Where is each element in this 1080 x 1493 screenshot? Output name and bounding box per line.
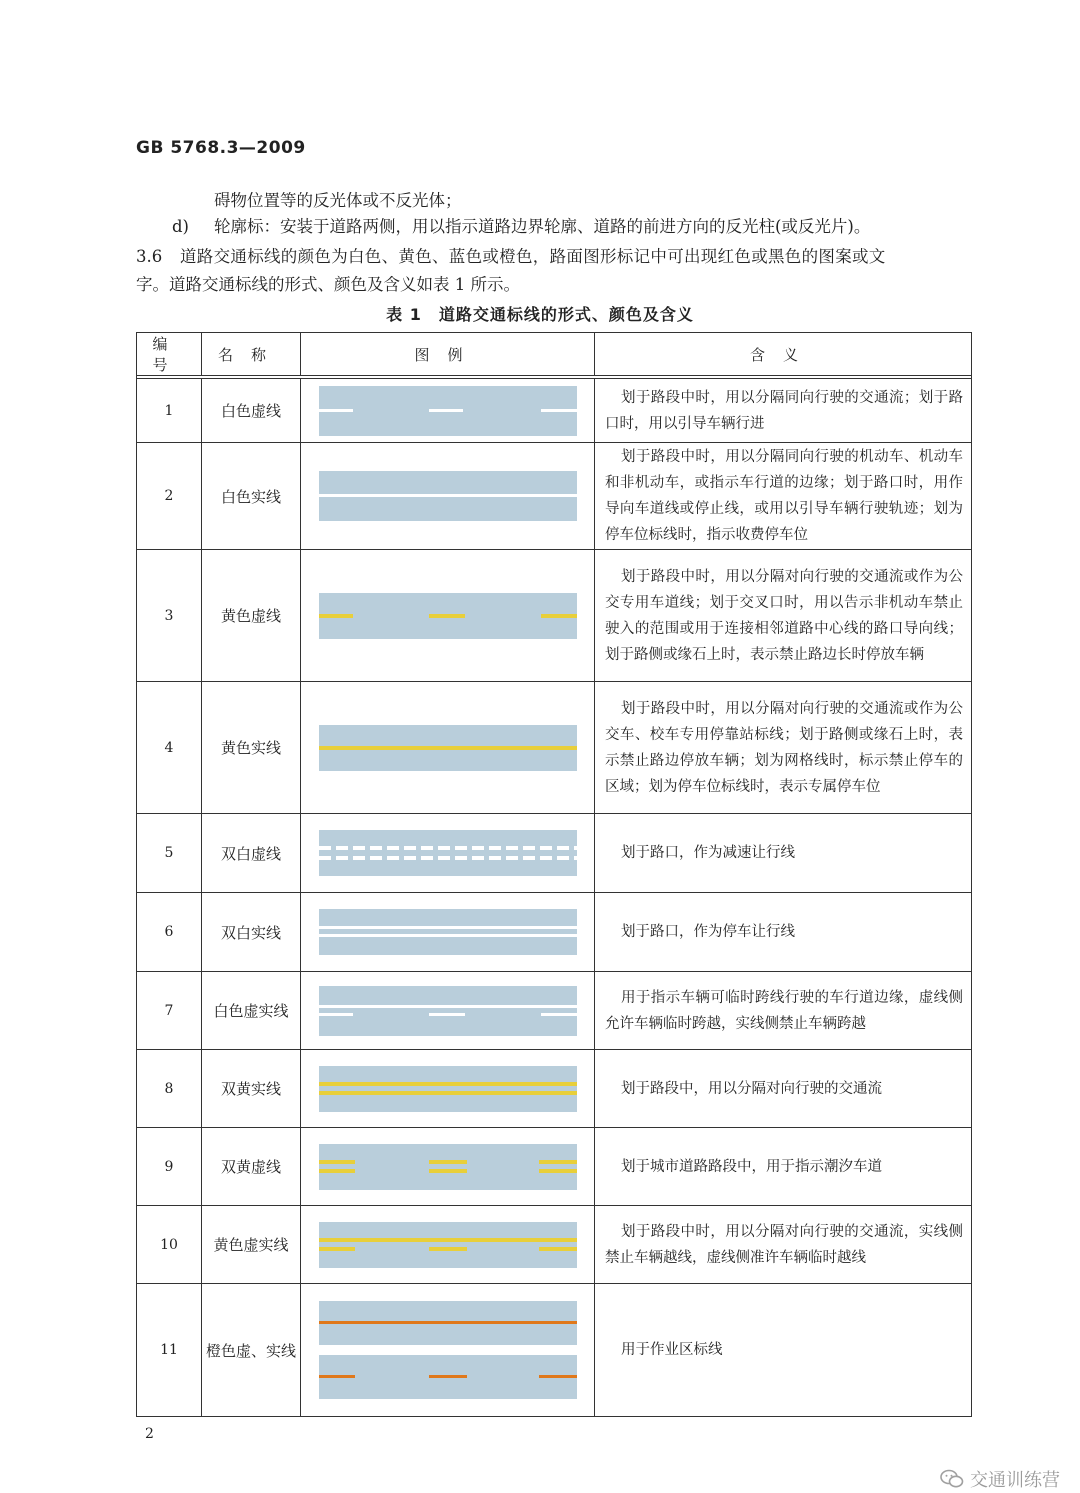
yellow-dash: [319, 1247, 355, 1251]
white-dash: [319, 409, 353, 412]
road-figure: [301, 682, 595, 814]
road-figure: [301, 550, 595, 682]
row-meaning: 划于路段中时，用以分隔同向行驶的机动车、机动车和非机动车，或指示车行道的边缘；划于路口时，用作导向车道线或停止线，或用以引导车辆行驶轨迹；划为停车位标线时，指示收费停车位: [595, 443, 972, 550]
row-number: 2: [137, 443, 202, 550]
orange-dash: [429, 1375, 467, 1378]
table-row: [137, 814, 972, 893]
row-meaning: 划于路段中时，用以分隔对向行驶的交通流或作为公交专用车道线；划于交叉口时，用以告示非机动车禁止驶入的范围或用于连接相邻道路中心线的路口导向线；划于路侧或缘石上时，表示禁止路边长时停放车辆: [595, 550, 972, 682]
road-figure: [301, 814, 595, 893]
road-surface: [319, 830, 577, 876]
yellow-solid-line: [319, 746, 577, 750]
road-surface: [319, 593, 577, 639]
wechat-icon: [940, 1469, 964, 1489]
yellow-dash: [539, 1160, 577, 1164]
road-surface: [319, 386, 577, 436]
road-figure: [301, 1128, 595, 1206]
watermark-text: 交通训练营: [970, 1470, 1060, 1491]
yellow-dash: [539, 1169, 577, 1173]
yellow-dash: [319, 1160, 355, 1164]
table-row: [137, 972, 972, 1050]
road-figure: [301, 893, 595, 972]
row-name: 橙色虚、实线: [202, 1284, 301, 1417]
yellow-solid-line-lower: [319, 1091, 577, 1095]
paragraph-d-text: 轮廓标：安装于道路两侧，用以指示道路边界轮廓、道路的前进方向的反光柱(或反光片)。: [214, 217, 871, 236]
white-solid-line-lower: [319, 934, 577, 937]
orange-solid-line: [319, 1321, 577, 1324]
orange-dash: [539, 1375, 577, 1378]
section-text-line1: 道路交通标线的颜色为白色、黄色、蓝色或橙色，路面图形标记中可出现红色或黑色的图案或文: [180, 247, 886, 266]
road-surface-solid: [319, 1301, 577, 1345]
road-surface: [319, 725, 577, 771]
section-text-line2: 字。道路交通标线的形式、颜色及含义如表 1 所示。: [136, 275, 520, 294]
header-example: 图例: [301, 333, 595, 376]
row-name: 黄色实线: [202, 682, 301, 814]
white-dash: [319, 1013, 353, 1016]
table-header-row: [137, 333, 972, 376]
row-name: 双黄实线: [202, 1050, 301, 1128]
row-number: 9: [137, 1128, 202, 1206]
table-row: [137, 1206, 972, 1284]
road-surface: [319, 471, 577, 521]
road-figure: [301, 1284, 595, 1417]
row-meaning: 划于路段中时，用以分隔同向行驶的交通流；划于路口时，用以引导车辆行进: [595, 379, 972, 443]
row-number: 10: [137, 1206, 202, 1284]
white-dash-line-upper: [319, 846, 577, 850]
row-name: 黄色虚实线: [202, 1206, 301, 1284]
yellow-dash: [429, 1247, 467, 1251]
white-solid-line: [319, 1005, 577, 1008]
row-meaning: 划于路口，作为停车让行线: [595, 893, 972, 972]
road-figure: [301, 1050, 595, 1128]
marking-table: [136, 332, 972, 1417]
road-figure: [301, 379, 595, 443]
table-row: [137, 379, 972, 443]
row-number: 6: [137, 893, 202, 972]
table-row: [137, 1128, 972, 1206]
row-meaning: 划于城市道路路段中，用于指示潮汐车道: [595, 1128, 972, 1206]
road-surface: [319, 1066, 577, 1112]
table-row: [137, 893, 972, 972]
road-surface: [319, 1222, 577, 1268]
row-number: 3: [137, 550, 202, 682]
row-name: 双黄虚线: [202, 1128, 301, 1206]
yellow-dash: [539, 1247, 577, 1251]
page-number: 2: [145, 1426, 154, 1442]
yellow-dash: [429, 614, 465, 618]
row-meaning: 划于路段中时，用以分隔对向行驶的交通流，实线侧禁止车辆越线，虚线侧准许车辆临时越线: [595, 1206, 972, 1284]
road-figure: [301, 972, 595, 1050]
row-number: 1: [137, 379, 202, 443]
road-surface: [319, 986, 577, 1036]
white-solid-line: [319, 494, 577, 497]
row-meaning: 用于指示车辆可临时跨线行驶的车行道边缘，虚线侧允许车辆临时跨越，实线侧禁止车辆跨越: [595, 972, 972, 1050]
table-row: [137, 682, 972, 814]
row-meaning: 用于作业区标线: [595, 1284, 972, 1417]
row-number: 5: [137, 814, 202, 893]
white-dash-line-lower: [319, 856, 577, 860]
header-meaning: 含义: [595, 333, 972, 376]
road-surface: [319, 1144, 577, 1190]
yellow-dash: [319, 1169, 355, 1173]
table-row: [137, 443, 972, 550]
yellow-dash: [429, 1160, 467, 1164]
header-number: 编号: [137, 333, 202, 376]
table-row: [137, 550, 972, 682]
yellow-dash: [541, 614, 577, 618]
road-surface: [319, 909, 577, 955]
road-surface-dashed: [319, 1355, 577, 1399]
white-dash: [541, 409, 577, 412]
road-figure: [301, 1206, 595, 1284]
white-dash: [429, 409, 463, 412]
white-solid-line-upper: [319, 926, 577, 929]
paragraph-d-label: d): [172, 217, 189, 236]
row-number: 4: [137, 682, 202, 814]
row-meaning: 划于路口，作为减速让行线: [595, 814, 972, 893]
table-caption: 表 1 道路交通标线的形式、颜色及含义: [386, 305, 694, 324]
row-name: 双白实线: [202, 893, 301, 972]
header-name: 名称: [202, 333, 301, 376]
yellow-dash: [429, 1169, 467, 1173]
watermark: [940, 1466, 1060, 1492]
road-figure: [301, 443, 595, 550]
row-number: 7: [137, 972, 202, 1050]
yellow-solid-line-upper: [319, 1082, 577, 1086]
row-name: 双白虚线: [202, 814, 301, 893]
table-row: [137, 1050, 972, 1128]
paragraph-continuation: 碍物位置等的反光体或不反光体；: [214, 191, 462, 210]
yellow-solid-line: [319, 1238, 577, 1242]
row-name: 白色实线: [202, 443, 301, 550]
orange-dash: [319, 1375, 355, 1378]
white-dash: [541, 1013, 577, 1016]
row-meaning: 划于路段中，用以分隔对向行驶的交通流: [595, 1050, 972, 1128]
row-name: 白色虚线: [202, 379, 301, 443]
yellow-dash: [319, 614, 353, 618]
row-name: 黄色虚线: [202, 550, 301, 682]
row-number: 11: [137, 1284, 202, 1417]
standard-code: GB 5768.3—2009: [136, 138, 306, 158]
row-name: 白色虚实线: [202, 972, 301, 1050]
row-meaning: 划于路段中时，用以分隔对向行驶的交通流或作为公交车、校车专用停靠站标线；划于路侧或缘石上时，表示禁止路边停放车辆；划为网格线时，标示禁止停车的区域；划为停车位标线时，表示专属停车位: [595, 682, 972, 814]
table-row: [137, 1284, 972, 1417]
row-number: 8: [137, 1050, 202, 1128]
section-number: 3.6: [136, 247, 163, 266]
white-dash: [429, 1013, 465, 1016]
